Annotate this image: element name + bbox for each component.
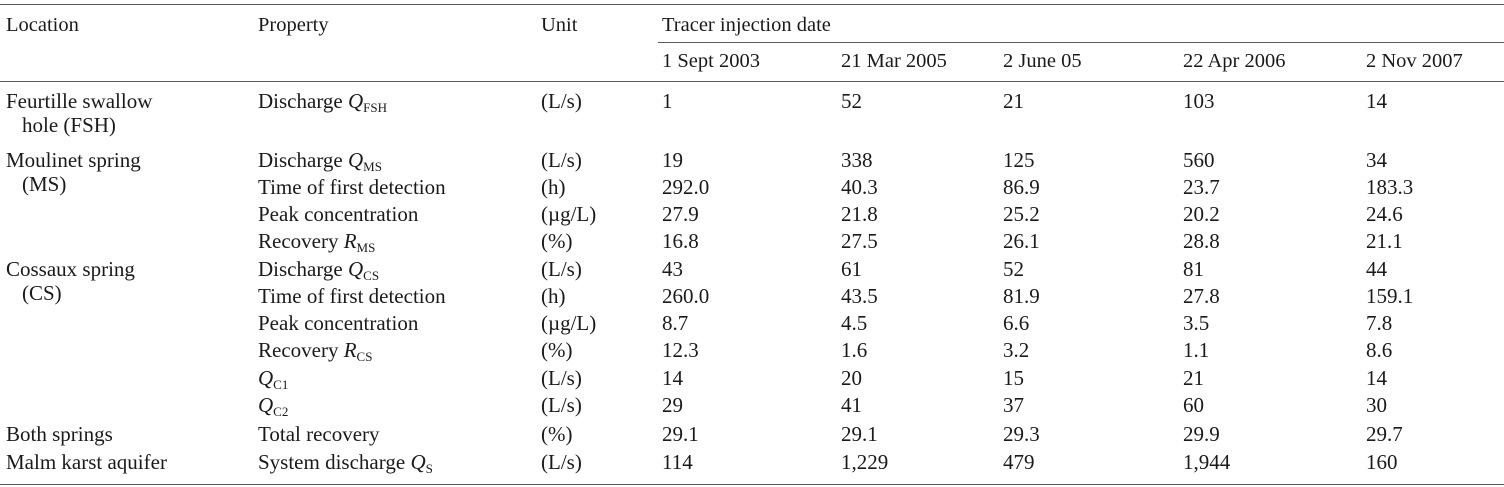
header-tracer-injection-date: Tracer injection date (662, 14, 831, 36)
value-cell: 125 (1003, 148, 1035, 172)
header-location: Location (6, 14, 79, 36)
value-cell: 8.6 (1366, 338, 1393, 362)
property-subscript: CS (363, 268, 380, 283)
unit-cell: (µg/L) (541, 311, 597, 335)
value-cell: 1.6 (841, 338, 868, 362)
header-date: 2 Nov 2007 (1366, 50, 1463, 72)
value-cell: 27.5 (841, 229, 878, 253)
unit-cell: (h) (541, 175, 566, 199)
value-cell: 560 (1183, 148, 1215, 172)
property-text: Discharge (258, 148, 348, 172)
value-cell: 160 (1366, 450, 1398, 474)
location-cell: Feurtille swallow (6, 89, 153, 113)
value-cell: 14 (1366, 366, 1387, 390)
value-cell: 43 (662, 257, 683, 281)
location-cell-continuation: (MS) (22, 172, 67, 196)
header-unit: Unit (541, 14, 578, 36)
value-cell: 1,944 (1183, 450, 1231, 474)
property-subscript: S (425, 461, 433, 476)
value-cell: 43.5 (841, 284, 878, 308)
value-cell: 1 (662, 89, 673, 113)
value-cell: 52 (1003, 257, 1024, 281)
value-cell: 19 (662, 148, 683, 172)
property-text: System discharge (258, 450, 411, 474)
value-cell: 86.9 (1003, 175, 1040, 199)
unit-cell: (µg/L) (541, 202, 597, 226)
value-cell: 16.8 (662, 229, 699, 253)
value-cell: 15 (1003, 366, 1024, 390)
value-cell: 14 (662, 366, 683, 390)
property-subscript: C2 (273, 404, 289, 419)
value-cell: 37 (1003, 393, 1024, 417)
header-property: Property (258, 14, 329, 36)
property-symbol: Q (348, 148, 364, 172)
value-cell: 1.1 (1183, 338, 1210, 362)
header-date: 1 Sept 2003 (662, 50, 760, 72)
property-symbol: Q (348, 257, 364, 281)
value-cell: 20 (841, 366, 862, 390)
value-cell: 28.8 (1183, 229, 1220, 253)
value-cell: 338 (841, 148, 873, 172)
value-cell: 103 (1183, 89, 1215, 113)
value-cell: 29.1 (841, 422, 878, 446)
property-cell (258, 203, 418, 225)
unit-cell: (%) (541, 422, 573, 446)
value-cell: 61 (841, 257, 862, 281)
value-cell: 24.6 (1366, 202, 1403, 226)
value-cell: 6.6 (1003, 311, 1030, 335)
value-cell: 30 (1366, 393, 1387, 417)
location-cell: Both springs (6, 422, 113, 446)
unit-cell: (L/s) (541, 89, 582, 113)
header-date: 21 Mar 2005 (841, 50, 947, 72)
property-symbol: Q (258, 393, 274, 417)
table-top-rule (0, 4, 1504, 5)
value-cell: 52 (841, 89, 862, 113)
property-cell (258, 312, 418, 334)
value-cell: 114 (662, 450, 693, 474)
property-subscript: CS (356, 349, 373, 364)
property-symbol: R (343, 229, 357, 253)
value-cell: 4.5 (841, 311, 868, 335)
unit-cell: (L/s) (541, 257, 582, 281)
value-cell: 29.1 (662, 422, 699, 446)
value-cell: 7.8 (1366, 311, 1393, 335)
property-subscript: FSH (363, 100, 388, 115)
value-cell: 27.9 (662, 202, 699, 226)
value-cell: 44 (1366, 257, 1387, 281)
value-cell: 29.3 (1003, 422, 1040, 446)
property-subscript: MS (356, 240, 376, 255)
value-cell: 3.5 (1183, 311, 1210, 335)
property-symbol: Q (258, 366, 274, 390)
value-cell: 159.1 (1366, 284, 1414, 308)
property-text: Discharge (258, 257, 348, 281)
property-text: Recovery (258, 338, 344, 362)
value-cell: 25.2 (1003, 202, 1040, 226)
location-cell: Cossaux spring (6, 257, 135, 281)
value-cell: 60 (1183, 393, 1204, 417)
value-cell: 26.1 (1003, 229, 1040, 253)
property-cell (258, 257, 380, 283)
location-cell: Moulinet spring (6, 148, 141, 172)
location-cell-continuation: (CS) (22, 281, 62, 305)
value-cell: 27.8 (1183, 284, 1220, 308)
property-cell (258, 176, 446, 198)
property-text: Discharge (258, 89, 348, 113)
unit-cell: (L/s) (541, 366, 582, 390)
location-cell: Malm karst aquifer (6, 450, 167, 474)
value-cell: 29.7 (1366, 422, 1403, 446)
value-cell: 23.7 (1183, 175, 1220, 199)
value-cell: 40.3 (841, 175, 878, 199)
property-cell (258, 285, 446, 307)
value-cell: 21 (1183, 366, 1204, 390)
value-cell: 8.7 (662, 311, 689, 335)
property-symbol: Q (410, 450, 426, 474)
property-text: Peak concentration (258, 311, 419, 335)
value-cell: 34 (1366, 148, 1387, 172)
property-text: Total recovery (258, 422, 380, 446)
header-date: 2 June 05 (1003, 50, 1082, 72)
property-cell (258, 148, 382, 174)
value-cell: 29.9 (1183, 422, 1220, 446)
value-cell: 3.2 (1003, 338, 1030, 362)
property-text: Time of first detection (258, 284, 446, 308)
value-cell: 12.3 (662, 338, 699, 362)
property-cell (258, 229, 376, 255)
value-cell: 183.3 (1366, 175, 1414, 199)
property-symbol: Q (348, 89, 364, 113)
value-cell: 21 (1003, 89, 1024, 113)
property-cell (258, 450, 433, 476)
value-cell: 81.9 (1003, 284, 1040, 308)
property-cell (258, 89, 388, 115)
unit-cell: (%) (541, 229, 573, 253)
unit-cell: (%) (541, 338, 573, 362)
property-cell (258, 366, 289, 392)
property-symbol: R (343, 338, 357, 362)
unit-cell: (L/s) (541, 393, 582, 417)
property-text: Recovery (258, 229, 344, 253)
property-text: Peak concentration (258, 202, 419, 226)
unit-cell: (h) (541, 284, 566, 308)
unit-cell: (L/s) (541, 450, 582, 474)
value-cell: 292.0 (662, 175, 710, 199)
unit-cell: (L/s) (541, 148, 582, 172)
header-group-rule (658, 42, 1504, 43)
value-cell: 41 (841, 393, 862, 417)
value-cell: 1,229 (841, 450, 889, 474)
property-subscript: MS (363, 159, 382, 174)
property-text: Time of first detection (258, 175, 446, 199)
header-bottom-rule (0, 81, 1504, 82)
value-cell: 21.8 (841, 202, 878, 226)
property-subscript: C1 (273, 377, 289, 392)
property-cell (258, 338, 373, 364)
property-cell (258, 393, 289, 419)
value-cell: 81 (1183, 257, 1204, 281)
table-bottom-rule (0, 484, 1504, 485)
value-cell: 479 (1003, 450, 1035, 474)
location-cell-continuation: hole (FSH) (22, 113, 116, 137)
value-cell: 20.2 (1183, 202, 1220, 226)
value-cell: 21.1 (1366, 229, 1403, 253)
value-cell: 29 (662, 393, 683, 417)
value-cell: 14 (1366, 89, 1387, 113)
property-cell (258, 423, 380, 445)
value-cell: 260.0 (662, 284, 710, 308)
header-date: 22 Apr 2006 (1183, 50, 1286, 72)
